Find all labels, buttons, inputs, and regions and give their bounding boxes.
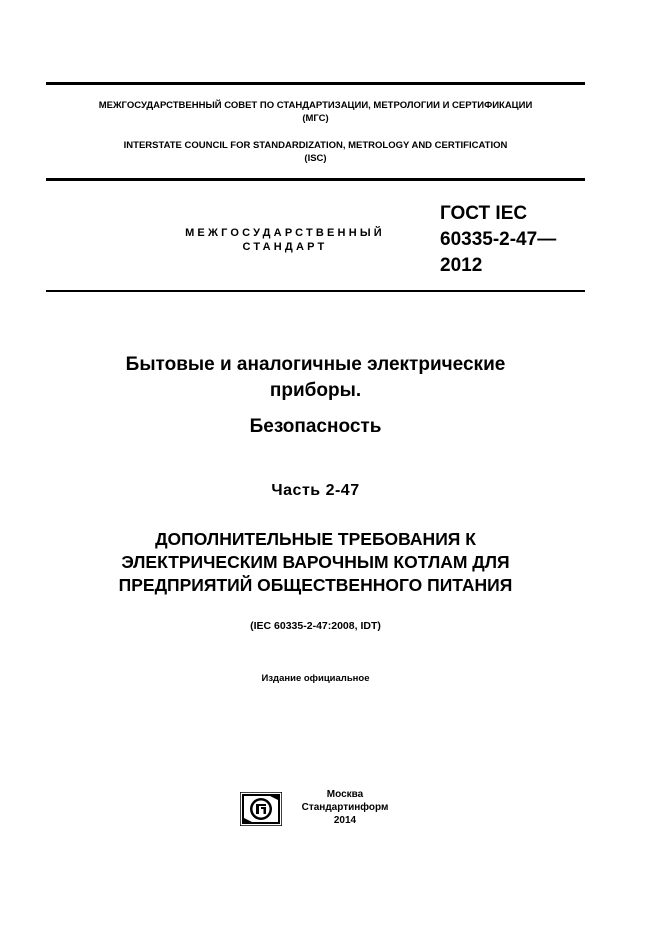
- publisher-year: 2014: [333, 815, 357, 826]
- council-ru: [46, 99, 585, 125]
- gost-number: [440, 201, 600, 279]
- gost-number-line3: 2012: [440, 255, 483, 276]
- source-text: (IEC 60335-2-47:2008, IDT): [250, 620, 381, 632]
- council-en-name: INTERSTATE COUNCIL FOR STANDARDIZATION, METROLOGY AND CERTIFICATION: [123, 140, 508, 151]
- edition-note: [46, 673, 585, 684]
- gost-number-line1: ГОСТ IEC: [440, 203, 528, 224]
- publisher-block: [290, 788, 400, 827]
- header-rule: [46, 178, 585, 181]
- publisher-name: Стандартинформ: [301, 802, 389, 813]
- req-line2: ЭЛЕКТРИЧЕСКИМ ВАРОЧНЫМ КОТЛАМ ДЛЯ: [121, 552, 510, 572]
- council-ru-name: МЕЖГОСУДАРСТВЕННЫЙ СОВЕТ ПО СТАНДАРТИЗАЦИИ, МЕТРОЛОГИИ И СЕРТИФИКАЦИИ: [98, 100, 533, 111]
- standartinform-logo-icon: [240, 792, 282, 826]
- title-line2: приборы.: [269, 380, 362, 401]
- requirements-title: [46, 528, 585, 597]
- edition-text: Издание официальное: [261, 673, 370, 684]
- top-rule: [46, 82, 585, 85]
- title-safety: [46, 414, 585, 440]
- designation-rule: [46, 290, 585, 292]
- standard-label: [150, 226, 420, 254]
- council-ru-abbr: (МГС): [302, 113, 329, 124]
- gost-number-line2: 60335-2-47—: [440, 229, 557, 250]
- req-line1: ДОПОЛНИТЕЛЬНЫЕ ТРЕБОВАНИЯ К: [155, 529, 476, 549]
- source-standard: [46, 620, 585, 632]
- standard-label-line2: СТАНДАРТ: [242, 241, 328, 253]
- council-en-abbr: (ISC): [304, 153, 327, 164]
- title-line1: Бытовые и аналогичные электрические: [125, 354, 506, 375]
- standard-label-line1: МЕЖГОСУДАРСТВЕННЫЙ: [185, 227, 385, 239]
- council-en: [46, 139, 585, 165]
- part-number: [46, 482, 585, 500]
- part-label: Часть 2-47: [271, 482, 360, 499]
- title-line3: Безопасность: [249, 416, 382, 437]
- title-main: [46, 352, 585, 404]
- req-line3: ПРЕДПРИЯТИЙ ОБЩЕСТВЕННОГО ПИТАНИЯ: [118, 575, 513, 595]
- publisher-city: Москва: [326, 789, 364, 800]
